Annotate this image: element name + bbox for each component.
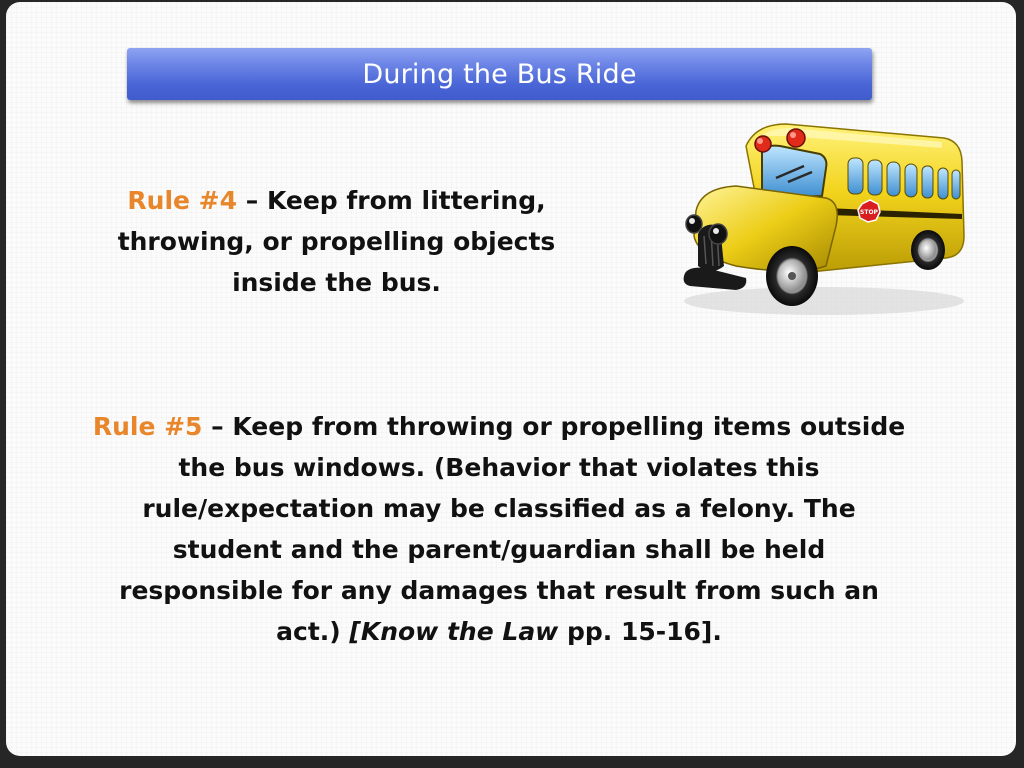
title-banner — [127, 48, 872, 100]
rule-5-body: Keep from throwing or propelling items outside the bus windows. (Behavior that violates this rule/expectation may be classified as a felony. The student and the parent/guardian shall be held responsible for any damages that result from such an act.) — [119, 412, 906, 646]
rule-4-body: Keep from littering, throwing, or propelling objects inside the bus. — [117, 186, 556, 297]
rule-5-citation-rest: pp. 15-16]. — [558, 617, 722, 646]
rule-5-label: Rule #5 — [92, 412, 203, 441]
rule-5-dash: – — [202, 412, 233, 441]
rule-4-label: Rule #4 — [127, 186, 238, 215]
rule-4-dash: – — [237, 186, 267, 215]
school-bus-icon — [676, 116, 972, 321]
rule-4-text — [74, 180, 599, 303]
slide-title: During the Bus Ride — [362, 58, 637, 90]
rule-5-citation-italic: [Know the Law — [349, 617, 559, 646]
stop-sign-text: STOP — [860, 209, 878, 216]
rule-5-text — [90, 406, 908, 652]
